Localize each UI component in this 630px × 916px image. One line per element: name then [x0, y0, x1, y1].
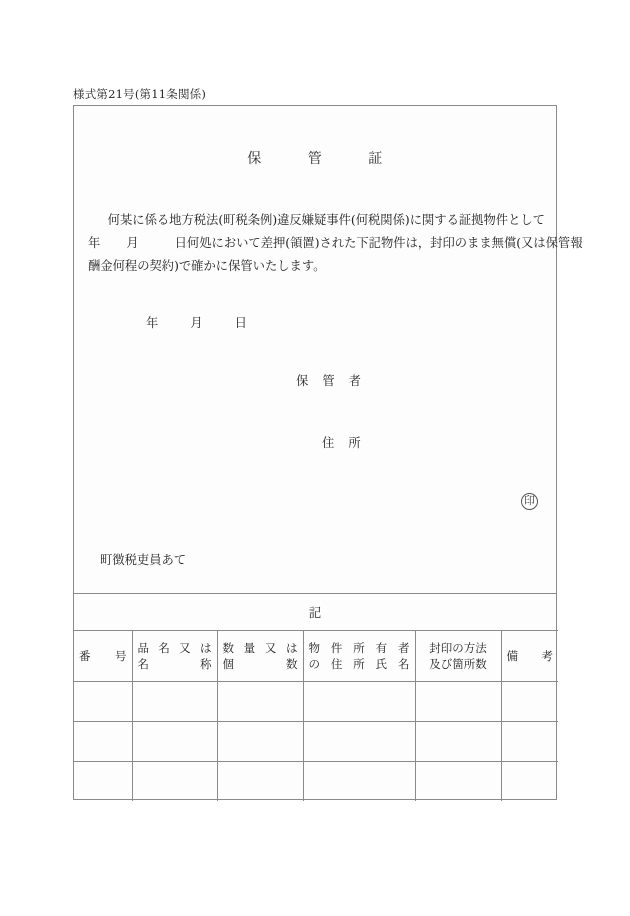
- header-char: 又: [179, 641, 191, 655]
- table-header-remarks: [501, 631, 558, 682]
- header-char: 数: [475, 657, 487, 671]
- seal-stamp-icon: [521, 493, 538, 510]
- document-body-text: [88, 209, 583, 278]
- table-cell-itemname[interactable]: [132, 762, 217, 802]
- table-cell-quantity[interactable]: [217, 722, 303, 762]
- table-cell-itemname[interactable]: [132, 722, 217, 762]
- address-label-char-1: 住: [322, 436, 335, 450]
- header-char: 又: [264, 641, 277, 655]
- header-char: は: [199, 641, 212, 655]
- header-char: 品: [137, 641, 149, 655]
- table-cell-itemname[interactable]: [132, 682, 217, 722]
- header-char: 封: [429, 641, 441, 655]
- address-label-char-2: 所: [348, 436, 361, 450]
- date-month-label: 月: [190, 316, 203, 330]
- address-label: [74, 433, 556, 451]
- header-char: 箇: [452, 657, 464, 671]
- section-marker-label: 記: [308, 605, 322, 620]
- header-char: 所: [353, 641, 365, 655]
- header-char: 所: [463, 657, 476, 671]
- keeper-label-char-2: 管: [322, 374, 335, 388]
- header-char: 量: [243, 641, 256, 655]
- header-char: 及: [429, 657, 441, 671]
- header-line-1: [218, 640, 303, 656]
- table-header-quantity: [217, 631, 303, 682]
- header-char: の: [452, 641, 464, 655]
- date-year-label: 年: [146, 316, 159, 330]
- header-char: 有: [375, 641, 388, 655]
- form-number-label: 様式第21号(第11条関係): [73, 87, 207, 101]
- header-line-2: [133, 656, 217, 672]
- header-char: 所: [353, 657, 365, 671]
- header-char: 数: [286, 657, 298, 671]
- signature-date-line: [74, 313, 556, 331]
- header-char: 印: [440, 641, 453, 655]
- document-title: [74, 148, 556, 168]
- table-cell-sealing[interactable]: [415, 682, 501, 722]
- header-char: 者: [398, 641, 410, 655]
- body-text-line-3: 酬金何程の契約)で確かに保管いたします。: [88, 259, 326, 273]
- header-char: 名: [398, 657, 410, 671]
- table-cell-number[interactable]: [74, 722, 132, 762]
- header-char: 件: [330, 641, 343, 655]
- header-char: 数: [222, 641, 234, 655]
- header-char: 法: [475, 641, 487, 655]
- header-char: 名: [137, 657, 149, 671]
- body-month-label: 月: [126, 236, 139, 250]
- date-day-label: 日: [234, 316, 247, 330]
- header-line-1: [133, 640, 217, 656]
- seal-glyph-icon: 印: [521, 493, 538, 510]
- table-cell-remarks[interactable]: [501, 722, 558, 762]
- table-cell-number[interactable]: [74, 682, 132, 722]
- document-upper-section: [74, 106, 583, 593]
- body-text-line-2: [88, 232, 583, 255]
- table-row: [74, 722, 558, 762]
- addressee-label: 町徴税吏員あて: [100, 553, 187, 567]
- header-char: 備: [506, 649, 518, 663]
- header-char: の: [308, 657, 320, 671]
- table-cell-owner[interactable]: [303, 722, 415, 762]
- table-header-sealing: [415, 631, 501, 682]
- header-char: 個: [222, 657, 234, 671]
- header-line-2: [416, 656, 501, 672]
- header-line-2: [304, 656, 415, 672]
- table-cell-quantity[interactable]: [217, 682, 303, 722]
- header-char: は: [285, 641, 298, 655]
- keeper-label: [74, 371, 556, 389]
- header-line-1: [304, 640, 415, 656]
- table-cell-sealing[interactable]: [415, 762, 501, 802]
- header-char: 物: [308, 641, 320, 655]
- document-frame: [73, 105, 583, 800]
- header-char: 番: [79, 649, 91, 663]
- table-cell-remarks[interactable]: [501, 682, 558, 722]
- header-char: 氏: [375, 657, 388, 671]
- body-text-line-1: 何某に係る地方税法(町税条例)違反嫌疑事件(何税関係)に関する証拠物件として: [107, 213, 545, 227]
- table-header-number: [74, 631, 132, 682]
- body-year-label: 年: [88, 236, 101, 250]
- header-char: 住: [330, 657, 343, 671]
- keeper-label-char-3: 者: [348, 374, 361, 388]
- header-line-1: [74, 648, 132, 664]
- table-cell-quantity[interactable]: [217, 762, 303, 802]
- table-row: [74, 682, 558, 722]
- table-cell-owner[interactable]: [303, 762, 415, 802]
- header-line-1: [502, 648, 559, 664]
- header-char: び: [440, 657, 453, 671]
- table-cell-sealing[interactable]: [415, 722, 501, 762]
- document-title-char-2: 管: [307, 151, 323, 167]
- header-char: 号: [115, 649, 127, 663]
- table-header-owner: [303, 631, 415, 682]
- table-cell-number[interactable]: [74, 762, 132, 802]
- header-char: 称: [200, 657, 212, 671]
- item-table: [74, 630, 558, 801]
- table-row: [74, 762, 558, 802]
- header-char: 方: [463, 641, 476, 655]
- keeper-label-char-1: 保: [296, 374, 309, 388]
- document-title-char-3: 証: [368, 151, 383, 167]
- table-cell-remarks[interactable]: [501, 762, 558, 802]
- header-line-2: [218, 656, 303, 672]
- document-title-char-1: 保: [247, 151, 262, 167]
- header-line-1: [416, 640, 501, 656]
- section-marker-row: [74, 593, 556, 630]
- header-char: 考: [541, 649, 553, 663]
- table-cell-owner[interactable]: [303, 682, 415, 722]
- body-text-line-2-rest: 日何処において差押(領置)された下記物件は，封印のまま無償(又は保管報: [174, 236, 583, 250]
- table-header-itemname: [132, 631, 217, 682]
- header-char: 名: [158, 641, 170, 655]
- table-header-row: [74, 631, 558, 682]
